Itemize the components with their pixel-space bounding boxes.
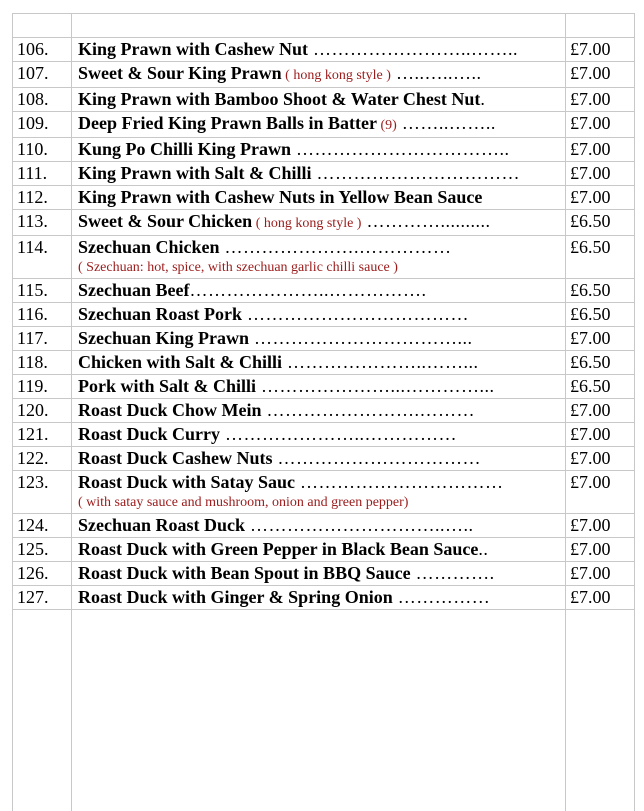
item-line — [78, 447, 565, 470]
menu-row — [13, 88, 634, 112]
menu-row — [13, 138, 634, 162]
item-name: Roast Duck with Bean Spout in BBQ Sauce — [78, 563, 411, 583]
item-style-note: ( hong kong style ) — [252, 216, 362, 231]
item-number: 114. — [17, 237, 48, 257]
item-description — [71, 162, 565, 185]
dot-leader: …………… — [392, 587, 491, 607]
item-number: 123. — [17, 472, 49, 492]
item-name: Deep Fried King Prawn Balls in Batter — [78, 113, 377, 133]
dot-leader: .. — [478, 539, 489, 559]
dot-leader: …………………...…………... — [256, 376, 495, 396]
item-name: King Prawn with Cashew Nut — [78, 39, 309, 59]
item-line — [78, 38, 565, 61]
menu-row — [13, 399, 634, 423]
item-number: 125. — [17, 539, 49, 559]
item-description — [71, 210, 565, 235]
item-description — [71, 375, 565, 398]
dot-leader: …………………..…………… — [220, 424, 457, 444]
item-line — [78, 303, 565, 326]
item-price: £6.50 — [570, 280, 611, 300]
dot-leader: …………………………… — [295, 472, 504, 492]
blank-header-row — [13, 13, 634, 38]
item-price: £7.00 — [570, 113, 611, 133]
item-price: £6.50 — [570, 304, 611, 324]
item-line — [78, 186, 565, 209]
dot-leader: ……..…….. — [396, 113, 496, 133]
item-price: £6.50 — [570, 352, 611, 372]
item-name: King Prawn with Salt & Chilli — [78, 163, 312, 183]
dot-leader: . — [480, 89, 486, 109]
item-description — [71, 399, 565, 422]
dot-leader: ……………………………… — [242, 304, 470, 324]
item-name: Szechuan Chicken — [78, 237, 220, 257]
item-number: 111. — [17, 163, 48, 183]
item-number: 126. — [17, 563, 49, 583]
item-line — [78, 423, 565, 446]
item-style-note: ( hong kong style ) — [281, 68, 391, 83]
item-description — [71, 62, 565, 87]
dot-leader: …………………….……… — [261, 400, 476, 420]
dot-leader: …………………..……... — [282, 352, 479, 372]
menu-row — [13, 586, 634, 610]
menu-row — [13, 236, 634, 279]
item-price: £7.00 — [570, 539, 611, 559]
item-number: 107. — [17, 63, 49, 83]
item-name: King Prawn with Cashew Nuts in Yellow Bean Sauce — [78, 187, 483, 207]
item-name: Sweet & Sour Chicken — [78, 211, 253, 231]
item-number: 109. — [17, 113, 49, 133]
menu-row — [13, 210, 634, 236]
dot-leader: ……………………..…….. — [308, 39, 519, 59]
item-number: 112. — [17, 187, 48, 207]
item-description — [71, 514, 565, 537]
dot-leader: …………. — [410, 563, 495, 583]
menu-row — [13, 514, 634, 538]
item-description — [71, 88, 565, 111]
item-line — [78, 538, 565, 561]
menu-row — [13, 562, 634, 586]
item-number: 124. — [17, 515, 49, 535]
item-line — [78, 375, 565, 398]
item-price: £6.50 — [570, 211, 611, 231]
item-line — [78, 562, 565, 585]
item-name: Szechuan Beef — [78, 280, 190, 300]
item-number: 120. — [17, 400, 49, 420]
item-line — [78, 586, 565, 609]
item-description — [71, 112, 565, 137]
item-description — [71, 471, 565, 513]
item-price: £6.50 — [570, 376, 611, 396]
item-price: £7.00 — [570, 448, 611, 468]
menu-row — [13, 351, 634, 375]
item-name: Roast Duck with Satay Sauc — [78, 472, 296, 492]
item-line — [78, 514, 565, 537]
item-number: 118. — [17, 352, 48, 372]
item-name: Roast Duck Curry — [78, 424, 220, 444]
menu-row — [13, 423, 634, 447]
item-price: £7.00 — [570, 63, 611, 83]
item-line — [78, 62, 565, 87]
menu-row — [13, 303, 634, 327]
item-name: Szechuan Roast Duck — [78, 515, 246, 535]
item-price: £6.50 — [570, 237, 611, 257]
item-name: Szechuan Roast Pork — [78, 304, 243, 324]
item-price: £7.00 — [570, 424, 611, 444]
item-line — [78, 471, 565, 494]
item-number: 110. — [17, 139, 48, 159]
item-line — [78, 162, 565, 185]
item-description — [71, 236, 565, 278]
item-description — [71, 447, 565, 470]
menu-row — [13, 186, 634, 210]
item-line — [78, 88, 565, 111]
item-number: 108. — [17, 89, 49, 109]
item-price: £7.00 — [570, 89, 611, 109]
item-description — [71, 351, 565, 374]
item-price: £7.00 — [570, 515, 611, 535]
item-number: 115. — [17, 280, 48, 300]
item-line — [78, 279, 565, 302]
menu-row — [13, 538, 634, 562]
item-description-note: ( Szechuan: hot, spice, with szechuan garlic chilli sauce ) — [78, 260, 398, 275]
menu-row — [13, 38, 634, 62]
item-name: Szechuan King Prawn — [78, 328, 250, 348]
item-price: £7.00 — [570, 472, 611, 492]
item-price: £7.00 — [570, 400, 611, 420]
item-price: £7.00 — [570, 563, 611, 583]
item-number: 116. — [17, 304, 48, 324]
item-description — [71, 279, 565, 302]
item-name: King Prawn with Bamboo Shoot & Water Chest Nut — [78, 89, 481, 109]
dot-leader: …..…..….. — [390, 63, 482, 83]
item-number: 119. — [17, 376, 48, 396]
menu-row — [13, 162, 634, 186]
item-line — [78, 112, 565, 137]
item-number: 117. — [17, 328, 48, 348]
dot-leader: ………….......... — [361, 211, 491, 231]
item-name: Roast Duck Chow Mein — [78, 400, 262, 420]
item-name: Pork with Salt & Chilli — [78, 376, 257, 396]
menu-row — [13, 62, 634, 88]
menu-row — [13, 471, 634, 514]
item-name: Roast Duck with Ginger & Spring Onion — [78, 587, 393, 607]
item-price: £7.00 — [570, 39, 611, 59]
item-description — [71, 303, 565, 326]
item-number: 127. — [17, 587, 49, 607]
menu-page — [12, 13, 635, 811]
item-price: £7.00 — [570, 328, 611, 348]
dot-leader: …………………………….. — [291, 139, 510, 159]
item-number: 106. — [17, 39, 49, 59]
item-price: £7.00 — [570, 163, 611, 183]
menu-table — [13, 38, 634, 610]
item-line — [78, 138, 565, 161]
item-number: 122. — [17, 448, 49, 468]
menu-row — [13, 327, 634, 351]
item-price: £7.00 — [570, 587, 611, 607]
table-top-border — [13, 13, 634, 14]
dot-leader: ………………….…………… — [219, 237, 452, 257]
item-description — [71, 327, 565, 350]
dot-leader: …………………..……………. — [189, 280, 427, 300]
item-name: Roast Duck Cashew Nuts — [78, 448, 273, 468]
item-description-note: ( with satay sauce and mushroom, onion and green pepper) — [78, 495, 409, 510]
item-name: Sweet & Sour King Prawn — [78, 63, 282, 83]
item-description — [71, 186, 565, 209]
item-description — [71, 562, 565, 585]
dot-leader: …………………………..….. — [245, 515, 474, 535]
item-line — [78, 210, 565, 235]
item-name: Kung Po Chilli King Prawn — [78, 139, 292, 159]
dot-leader: ……………………………... — [249, 328, 473, 348]
item-description — [71, 138, 565, 161]
menu-row — [13, 279, 634, 303]
item-name: Roast Duck with Green Pepper in Black Bean Sauce — [78, 539, 479, 559]
item-number: 113. — [17, 211, 48, 231]
item-description — [71, 38, 565, 61]
item-style-note: (9) — [376, 118, 397, 133]
item-description — [71, 423, 565, 446]
dot-leader: …………………………… — [272, 448, 482, 468]
item-line — [78, 399, 565, 422]
menu-row — [13, 112, 634, 138]
item-price: £7.00 — [570, 187, 611, 207]
item-line — [78, 327, 565, 350]
menu-row — [13, 375, 634, 399]
item-number: 121. — [17, 424, 49, 444]
dot-leader: …………………………… — [311, 163, 521, 183]
item-name: Chicken with Salt & Chilli — [78, 352, 283, 372]
item-line — [78, 351, 565, 374]
menu-row — [13, 447, 634, 471]
item-description — [71, 538, 565, 561]
item-price: £7.00 — [570, 139, 611, 159]
item-line — [78, 236, 565, 259]
item-description — [71, 586, 565, 609]
